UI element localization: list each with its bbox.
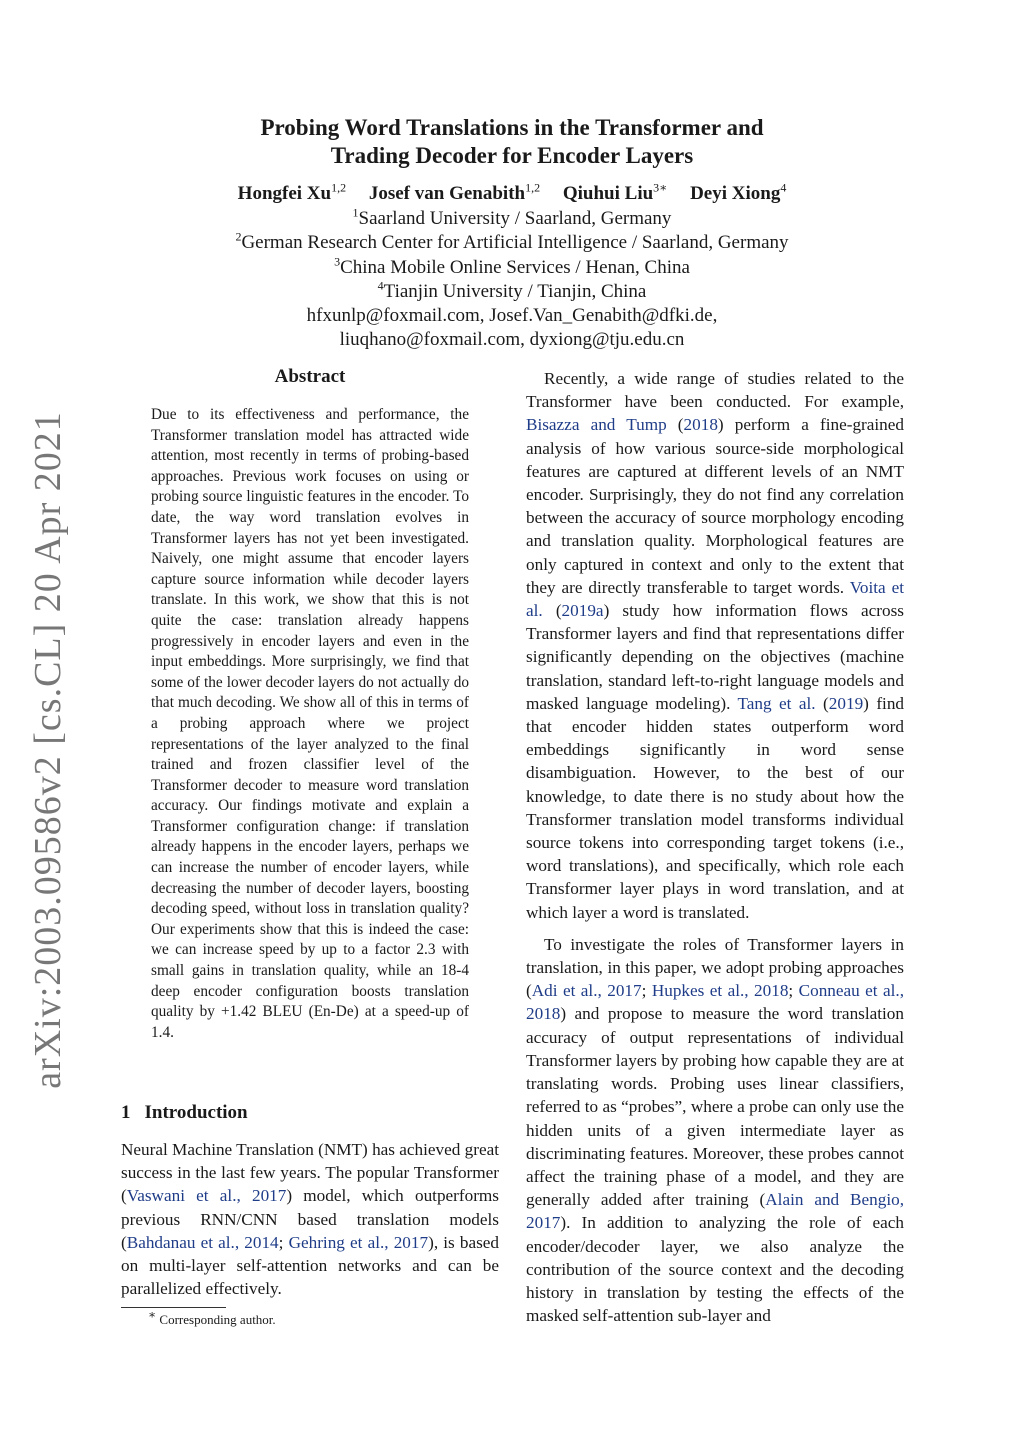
citation-link[interactable]: 2018 bbox=[683, 415, 718, 435]
citation-link[interactable]: Bahdanau et al., 2014 bbox=[126, 1232, 279, 1252]
author: Qiuhui Liu$^{3∗}$ bbox=[562, 180, 668, 204]
right-paragraph-2: To investigate the roles of Transformer layers in translation, in this paper, we adopt probing approaches (Adi et al., 2017; Hupkes et al., 2018; Conneau et al., 2018) and propose to measure the word translation accuracy of output representations of individual Transformer layers by probing how capable they are at translating words. Probing uses linear classifiers, referred to as “probes”, where a probe can only use the hidden units of a given intermediate layer as discriminating features. Moreover, these probes cannot affect the training phase of a model, and they are generally added after training (Alain and Bengio, 2017). In addition to analyzing the role of each encoder/decoder layer, we also analyze the contribution of the source context and the decoding history in translation by testing the effects of the masked self-attention sub-layer and bbox=[526, 934, 905, 1326]
section-heading-introduction bbox=[121, 1102, 248, 1124]
author: Deyi Xiong$^4$ bbox=[690, 180, 787, 204]
title-line-1: Probing Word Translations in the Transformer and bbox=[260, 115, 764, 140]
email-line: liuqhano@foxmail.com, dyxiong@tju.edu.cn bbox=[339, 329, 685, 351]
author-list bbox=[0, 181, 1024, 207]
citation-link[interactable]: Hupkes et al., 2018 bbox=[651, 981, 789, 1001]
citation-link[interactable]: Tang et al. bbox=[737, 693, 816, 713]
citation-link[interactable]: Bisazza and Tump bbox=[526, 415, 667, 435]
section-number: 1 bbox=[121, 1102, 131, 1123]
affiliations bbox=[0, 207, 1024, 353]
affiliation: $^4$Tianjin University / Tianjin, China bbox=[377, 278, 647, 302]
introduction-body bbox=[121, 1138, 499, 1300]
affiliation: $^1$Saarland University / Saarland, Germany bbox=[352, 205, 672, 229]
right-paragraph-1: Recently, a wide range of studies related to the Transformer have been conducted. For example, Bisazza and Tump (2018) perform a fine-grained analysis of how various source-side morphological features are captured at different levels of an NMT encoder. Surprisingly, they do not find any correlation between the accuracy of source morphology encoding and translation quality. Morphological features are only captured in context and only to the extent that they are directly transferable to target words. Voita et al. (2019a) study how information flows across Transformer layers and find that representations differ significantly depending on the objectives (machine translation, standard left-to-right language models and masked language modeling). Tang et al. (2019) find that encoder hidden states outperform word embeddings significantly in word sense disambiguation. However, to the best of our knowledge, to date there is no study about how the Transformer translation model transforms individual source tokens into corresponding target tokens (i.e., word translations), and specifically, which role each Transformer layer plays in word translation, and at which layer a word is translated. bbox=[526, 369, 905, 922]
citation-link[interactable]: 2019a bbox=[561, 601, 604, 621]
title-line-2: Trading Decoder for Encoder Layers bbox=[330, 143, 694, 168]
email-line: hfxunlp@foxmail.com, Josef.Van_Genabith@dfki.de, bbox=[306, 305, 718, 327]
citation-link[interactable]: Gehring et al., 2017 bbox=[288, 1232, 429, 1252]
footnote: ∗ Corresponding author. bbox=[148, 1307, 276, 1327]
abstract-body bbox=[151, 405, 469, 1043]
citation-link[interactable]: Voita et al. bbox=[526, 577, 904, 621]
arxiv-identifier-stamp: arXiv:2003.09586v2 [cs.CL] 20 Apr 2021 bbox=[27, 411, 69, 1089]
abstract-paragraph: Due to its effectiveness and performance, the Transformer translation model has attracted wide attention, most recently in terms of probing-based approaches. Previous work focuses on using or probing source linguistic features in the encoder. To date, the way word translation evolves in Transformer layers has not yet been investigated. Naively, one might assume that encoder layers capture source information while decoder layers translate. In this work, we show that this is not quite the case: translation already happens progressively in encoder layers and even in the input embeddings. More surprisingly, we find that some of the lower decoder layers do not actually do that much decoding. We show all of this in terms of a probing approach where we project representations of the layer analyzed to the final trained and frozen classifier level of the Transformer decoder to measure word translation accuracy. Our findings motivate and explain a Transformer configuration change: if translation already happens in the encoder layers, perhaps we can increase the number of encoder layers, while decreasing the number of decoder layers, boosting decoding speed, without loss in translation quality? Our experiments show that this is indeed the case: we can increase speed by up to a factor 2.3 with small gains in translation quality, while an 18-4 deep encoder configuration boosts translation quality by +1.42 BLEU (En-De) at a speed-up of 1.4. bbox=[151, 406, 469, 1041]
abstract-heading: Abstract bbox=[274, 366, 346, 387]
citation-link[interactable]: 2019 bbox=[828, 693, 864, 713]
author: Josef van Genabith$^{1,2}$ bbox=[368, 180, 541, 204]
section-title: Introduction bbox=[144, 1102, 248, 1123]
affiliation: $^3$China Mobile Online Services / Henan, China bbox=[334, 254, 690, 278]
footnote-divider bbox=[121, 1307, 226, 1308]
citation-link[interactable]: Vaswani et al., 2017 bbox=[126, 1186, 287, 1206]
right-column-body bbox=[526, 367, 904, 1327]
affiliation: $^2$German Research Center for Artificial Intelligence / Saarland, Germany bbox=[235, 229, 789, 254]
intro-paragraph: Neural Machine Translation (NMT) has achieved great success in the last few years. The popular Transformer (Vaswani et al., 2017) model, which outperforms previous RNN/CNN based translation models (Bahdanau et al., 2014; Gehring et al., 2017), is based on multi-layer self-attention networks and can be parallelized effectively. bbox=[121, 1140, 500, 1299]
citation-link[interactable]: Conneau et al., 2018 bbox=[526, 981, 905, 1024]
paper-title bbox=[0, 114, 1024, 170]
citation-link[interactable]: Adi et al., 2017 bbox=[531, 981, 642, 1001]
author: Hongfei Xu$^{1,2}$ bbox=[237, 180, 347, 204]
citation-link[interactable]: Alain and Bengio, 2017 bbox=[526, 1190, 904, 1233]
